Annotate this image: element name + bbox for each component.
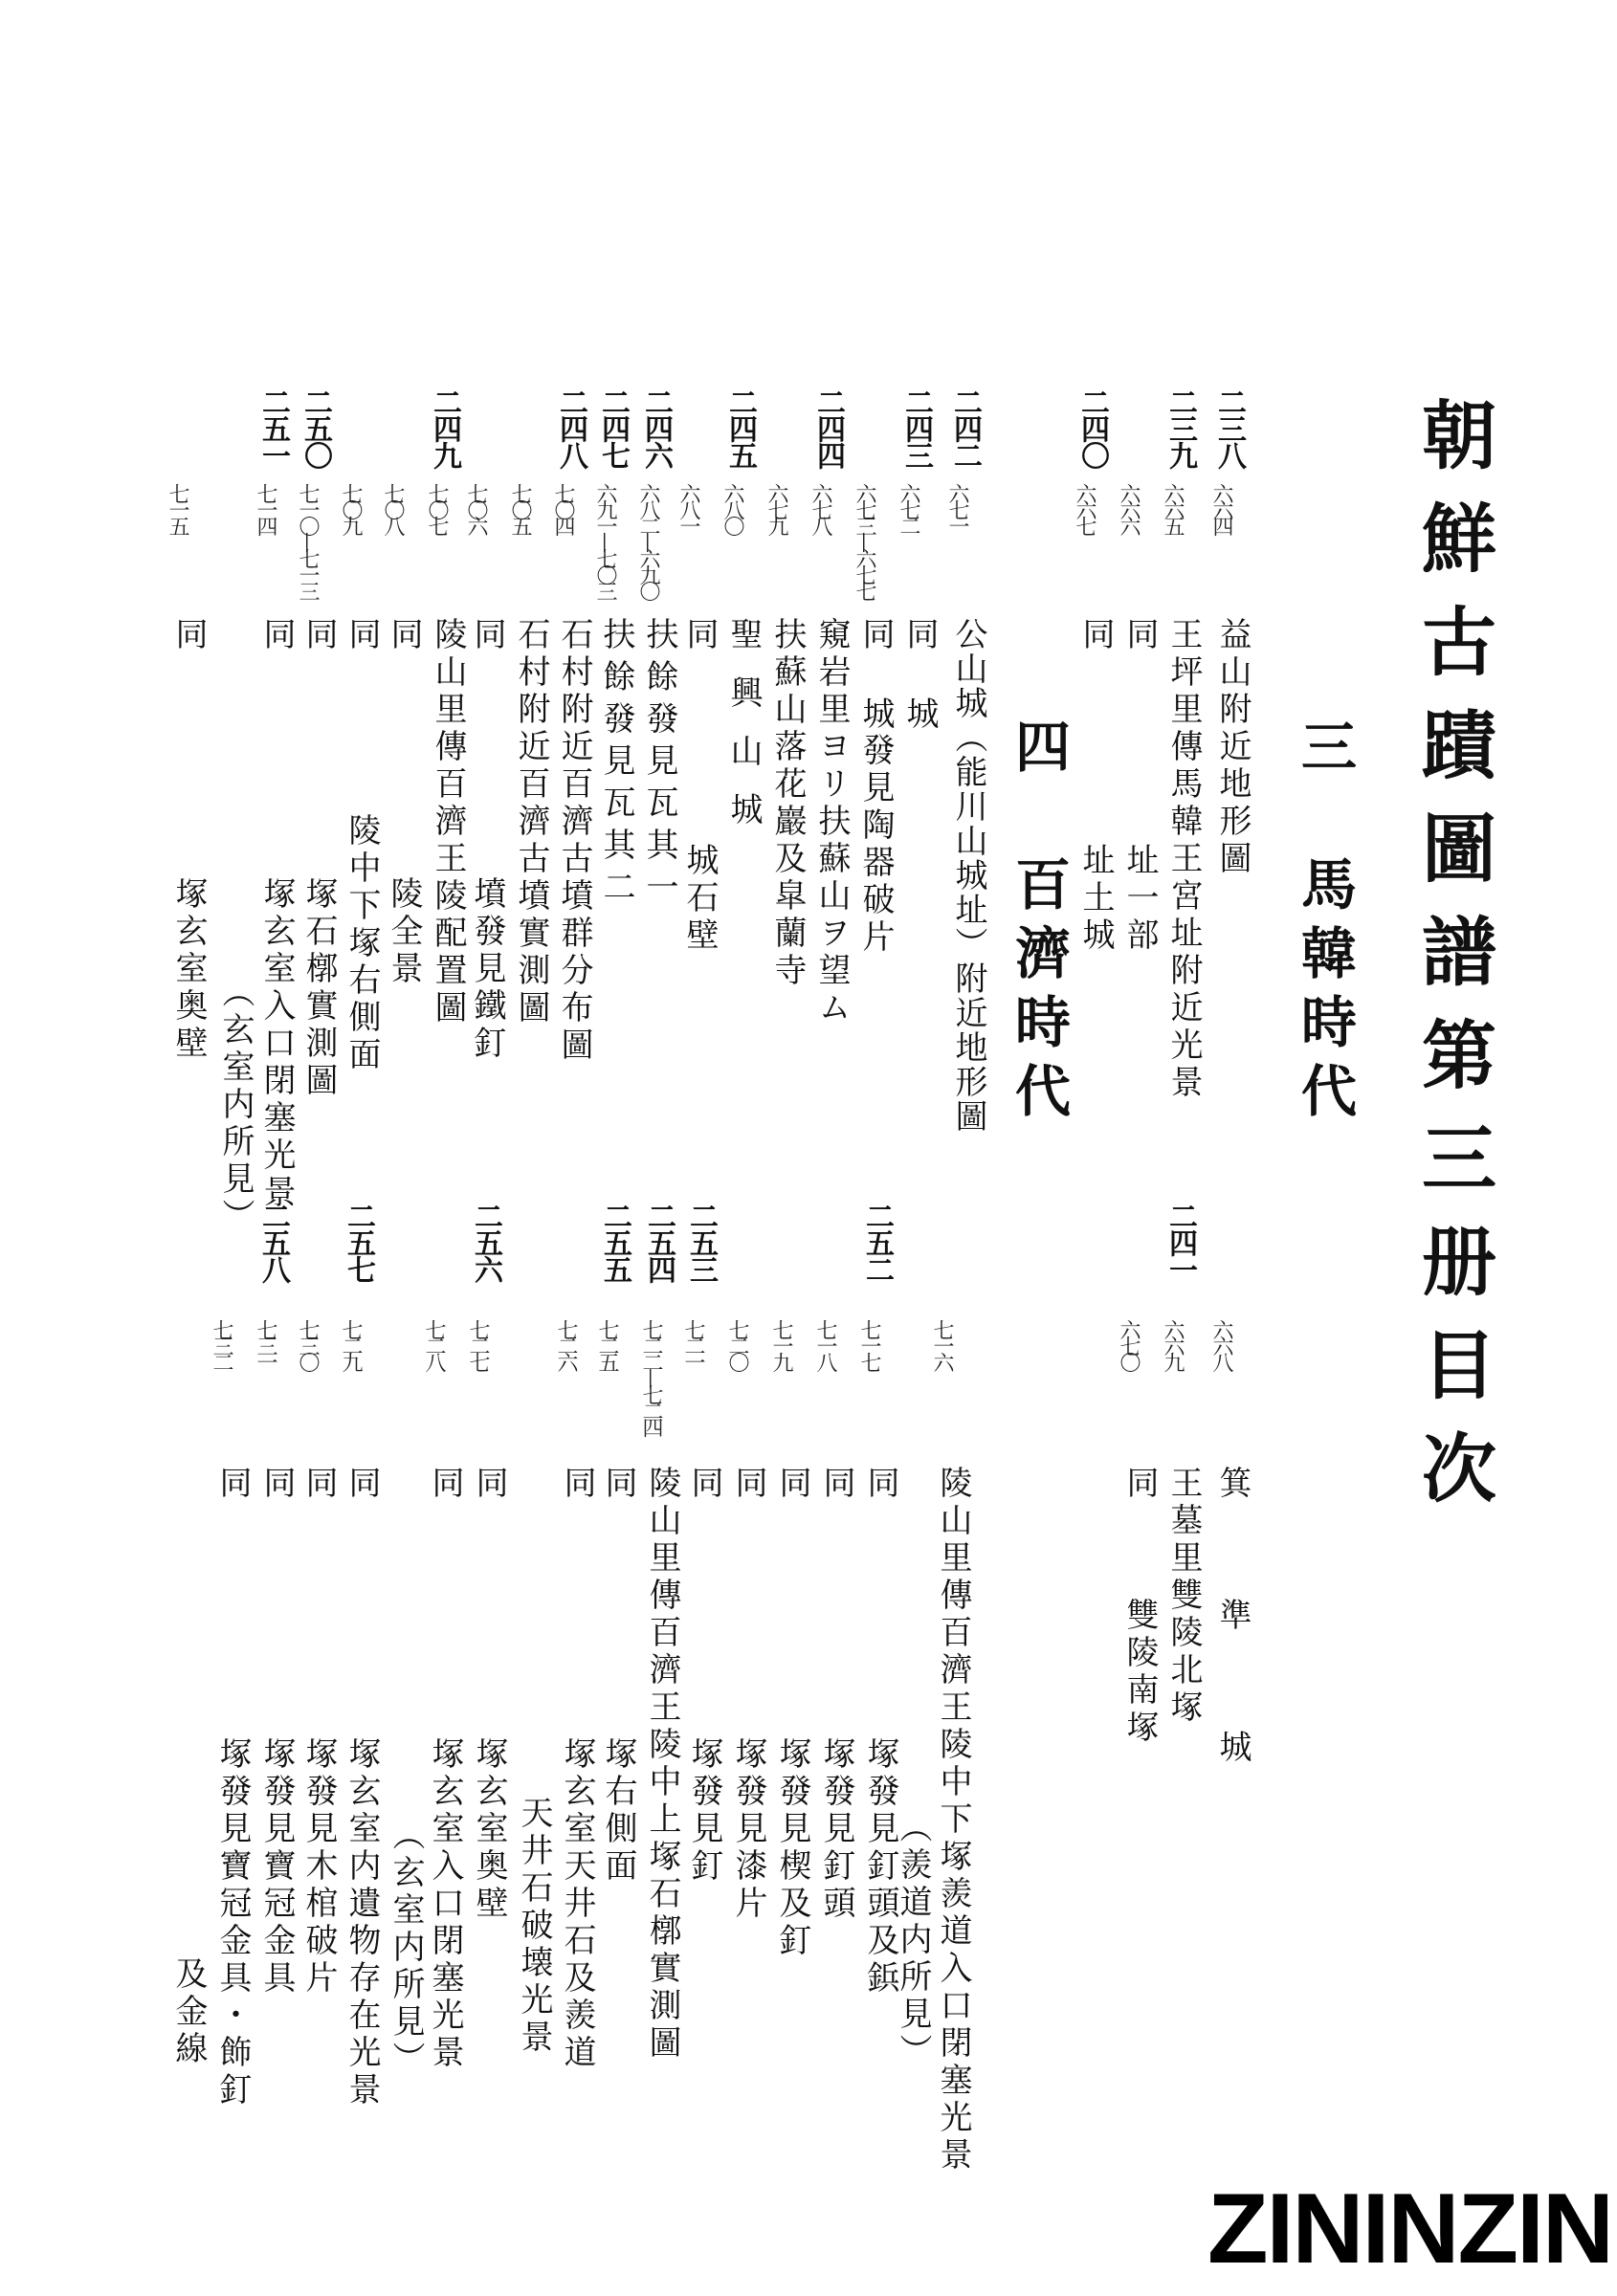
plate-caption: 同 [817,1466,855,1503]
plate-caption: 石村附近百濟古墳群分布圖 [555,617,593,1065]
page-number: 七一八 [813,1319,837,1368]
plate-number: 二四〇 [1075,387,1109,468]
section-heading-baekje: 四 百濟時代 [1006,718,1071,1131]
plate-caption: 同 [685,1466,723,1503]
plate-caption: 同 [1076,617,1115,654]
page-number: 七一五 [166,483,189,532]
plate-caption: 城石壁 [680,843,719,955]
plate-caption: 同 [861,1466,899,1503]
page-number: 六六六 [1117,483,1141,532]
page-number: 七二九 [339,1319,363,1368]
plate-caption: 塚玄室奥壁 [470,1736,508,1923]
plate-caption: 同 [856,617,895,654]
plate-caption: 塚發見楔及釘 [773,1736,811,1960]
plate-caption: 同 [385,617,423,654]
plate-number: 二四七 [596,387,630,468]
plate-caption: 同 [468,617,506,654]
plate-caption: 發見陶器破片 [856,733,895,957]
page-number: 六七一 [945,483,969,532]
plate-caption: 箕準城 [1213,1466,1252,1862]
page-number: 六八〇 [720,483,744,532]
plate-caption: 陵中下塚右側面 [343,813,381,1074]
plate-caption: 城 [856,696,895,734]
plate-caption: 同 [299,1466,338,1503]
page-number: 七二〇 [725,1319,749,1368]
plate-caption: 墳發見鐵釘 [468,876,506,1063]
plate-number: 二三八 [1212,387,1246,468]
plate-number: 二五三 [684,1202,718,1282]
plate-caption: 陵山里傳百濟王陵配置圖 [429,617,467,1027]
plate-caption: 塚發見釘 [685,1736,723,1886]
page-number: 七二一 [681,1319,705,1368]
plate-caption: 塚玄室入口閉塞光景 [426,1736,464,2072]
plate-caption: 扶餘發見瓦其二 [597,617,635,912]
plate-caption: 塚發見寶冠金具 [257,1736,296,1998]
page-number: 七三〇 [296,1319,320,1368]
plate-number: 二五一 [256,387,290,468]
page-number: 七一六 [930,1319,954,1368]
page-number: 七〇四 [551,483,575,532]
plate-caption: 王坪里傳馬韓王宮址附近光景 [1164,617,1203,1102]
plate-caption: 塚玄室奥壁 [169,876,208,1063]
page-number: 七二八 [422,1319,446,1368]
plate-caption: 塚右側面 [599,1736,637,1886]
plate-caption: 城 [900,696,939,734]
page-number: 七〇六 [464,483,488,532]
plate-number: 二四四 [811,387,845,468]
plate-number: 二五七 [342,1202,375,1282]
plate-caption: 塚發見釘頭 [817,1736,855,1923]
page-number: 六六八 [1209,1319,1233,1368]
plate-caption: 同 [1120,617,1159,654]
watermark-logo: ZININZIN [1207,2174,1612,2285]
plate-caption: 址一部 [1120,843,1159,955]
plate-caption: 雙陵南塚 [1120,1598,1159,1747]
plate-caption: 同 [729,1466,767,1503]
plate-number: 二五四 [642,1202,676,1282]
page-number: 七〇八 [381,483,405,532]
page-number: 六八二—六九〇 [636,483,660,597]
page-number: 七〇五 [508,483,532,532]
plate-caption: 扶蘇山落花巖及皐蘭寺 [768,617,807,990]
page-number: 七一〇—七一三 [296,483,320,597]
plate-caption: 同 [900,617,939,654]
plate-caption: 窺岩里ヨリ扶蘇山ヲ望ム [812,617,851,1027]
plate-caption: 同 [213,1466,252,1503]
plate-caption: 石村附近百濟古墳實測圖 [512,617,550,1027]
plate-caption: 益山附近地形圖 [1213,617,1252,878]
plate-number: 二四五 [723,387,757,468]
plate-caption: 塚石槨實測圖 [299,876,338,1100]
page-number: 七〇九 [339,483,363,532]
plate-number: 二四二 [948,387,982,468]
page-number: 七三一 [254,1319,277,1368]
plate-caption: 天井石破壊光景 [515,1796,553,2057]
page-number: 六七〇 [1117,1319,1141,1368]
document-title: 朝鮮古蹟圖譜第三册目次 [1409,396,1496,1533]
plate-caption: 同 [343,617,381,654]
plate-caption: 同 [470,1466,508,1503]
plate-caption: 同 [558,1466,596,1503]
page-number: 七二六 [554,1319,578,1368]
page-number: 七三二 [210,1319,233,1368]
plate-caption: 同 [299,617,338,654]
plate-number: 二四一 [1163,1202,1197,1282]
page-number: 六七八 [808,483,832,532]
plate-caption: 址土城 [1076,843,1115,955]
plate-caption: 陵全景 [385,876,423,988]
plate-caption: 塚發見漆片 [729,1736,767,1923]
page-number: 六六四 [1209,483,1233,532]
plate-number: 二四三 [899,387,933,468]
plate-number: 二五二 [860,1202,894,1282]
plate-number: 二五五 [598,1202,631,1282]
plate-number: 二四六 [639,387,673,468]
plate-caption: 同 [343,1466,381,1503]
plate-caption: 同 [257,617,296,654]
page-number: 七一七 [857,1319,881,1368]
plate-caption: 塚玄室天井石及羨道 [558,1736,596,2072]
plate-number: 二五六 [469,1202,502,1282]
plate-number: 二三九 [1163,387,1197,468]
plate-caption: 陵山里傳百濟王陵中下塚羨道入口閉塞光景 [934,1466,972,2175]
page-number: 六七九 [764,483,788,532]
plate-caption: 王墓里雙陵北塚 [1164,1466,1203,1727]
plate-number: 二五〇 [299,387,332,468]
page-number: 七二二—七二四 [639,1319,663,1433]
plate-caption: 同 [426,1466,464,1503]
page-number: 七二七 [466,1319,490,1368]
plate-caption: 塚發見木棺破片 [299,1736,338,1998]
plate-caption: 同 [1120,1466,1159,1503]
plate-number: 二五八 [256,1202,290,1282]
plate-caption: 同 [680,617,719,654]
plate-caption: 同 [599,1466,637,1503]
plate-caption: 塚發見釘頭及鋲 [861,1736,899,1998]
plate-caption: 聖興山城 [724,617,763,850]
plate-caption: （玄室内所見） [216,975,255,1236]
page-number: 六九一—七〇三 [593,483,617,597]
plate-number: 二四八 [554,387,587,468]
page-number: 六六九 [1161,1319,1185,1368]
plate-caption: 同 [773,1466,811,1503]
plate-caption: 塚玄室入口閉塞光景 [257,876,296,1212]
page-number: 六六五 [1161,483,1185,532]
plate-caption: 同 [257,1466,296,1503]
page-number: 六六七 [1073,483,1096,532]
plate-caption: 及金線 [169,1956,208,2068]
plate-caption: （玄室内所見） [387,1818,425,2079]
section-heading-mahan: 三 馬韓時代 [1292,718,1357,1131]
page-number: 六七三—六七七 [853,483,876,597]
page-number: 六七二 [897,483,920,532]
plate-caption: （羨道内所見） [894,1810,932,2071]
page-number: 六八一 [676,483,700,532]
plate-caption: 陵山里傳百濟王陵中上塚石槨實測圖 [643,1466,681,2063]
page-number: 七〇七 [425,483,449,532]
page-number: 七一四 [254,483,277,532]
page-number: 七一九 [769,1319,793,1368]
page-number: 七二五 [595,1319,619,1368]
plate-caption: 扶餘發見瓦其一 [640,617,678,912]
plate-caption: 公山城（能川山城址）附近地形圖 [949,617,987,1134]
plate-caption: 同 [169,617,208,654]
plate-caption: 塚玄室内遺物存在光景 [343,1736,381,2109]
plate-caption: 塚發見寶冠金具・飾釘 [213,1736,252,2109]
plate-number: 二四九 [428,387,461,468]
